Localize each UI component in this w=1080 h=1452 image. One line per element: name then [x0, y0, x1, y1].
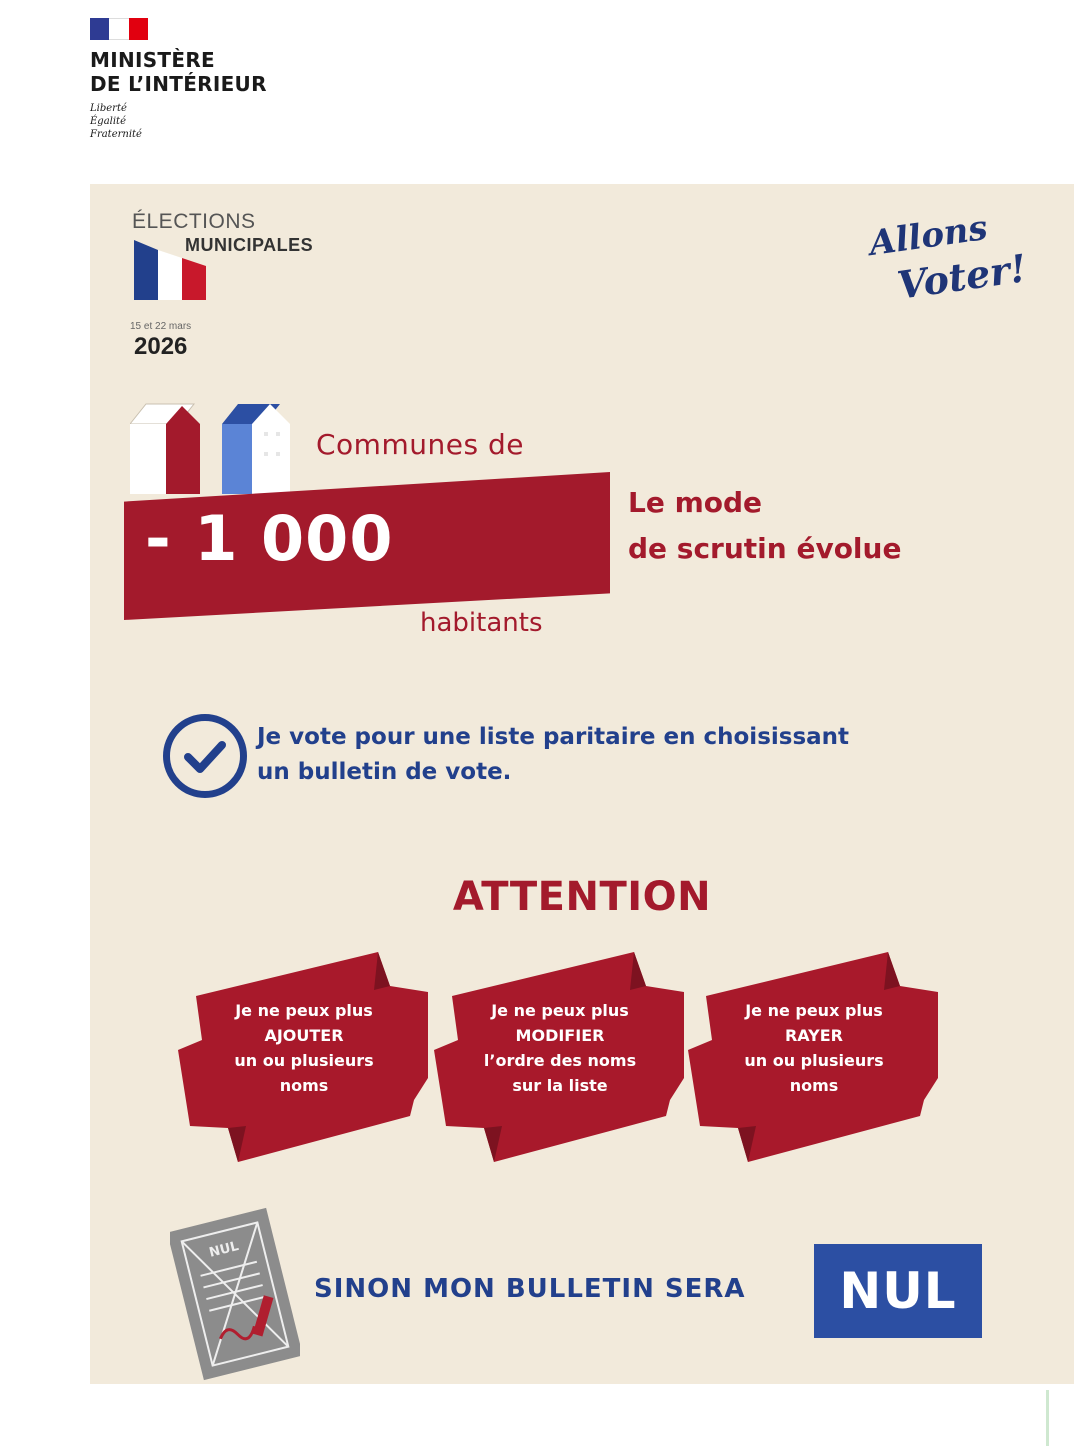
habitants-label: habitants — [420, 608, 543, 638]
mode-line2: de scrutin évolue — [628, 532, 902, 565]
rule-line: noms — [279, 1076, 329, 1095]
republic-motto — [90, 102, 267, 141]
rule-line: l’ordre des noms — [483, 1051, 637, 1070]
mode-line1: Le mode — [628, 486, 763, 519]
houses-icon — [130, 402, 314, 494]
rule-line: Je ne peux plus — [491, 1001, 629, 1020]
attention-heading: ATTENTION — [452, 874, 712, 920]
vote-line2: un bulletin de vote. — [257, 759, 512, 785]
rule-action: RAYER — [784, 1026, 843, 1045]
allons-voter-slogan — [865, 207, 1030, 316]
elections-label: ÉLECTIONS — [132, 210, 256, 233]
ministry-name-line2: DE L’INTÉRIEUR — [90, 72, 267, 96]
motto-liberte: Liberté — [90, 103, 127, 114]
rule-action: AJOUTER — [264, 1026, 344, 1045]
rule-action: MODIFIER — [515, 1026, 605, 1045]
print-mark — [1046, 1390, 1049, 1446]
vote-instruction — [257, 720, 849, 790]
motto-egalite: Égalité — [90, 116, 126, 127]
population-threshold: - 1 000 — [145, 502, 394, 575]
rule-line: noms — [789, 1076, 839, 1095]
vote-line1: Je vote pour une liste paritaire en choisissant — [257, 724, 850, 750]
election-dates: 15 et 22 mars — [130, 321, 192, 332]
municipales-label: MUNICIPALES — [185, 235, 314, 255]
rule-ribbon-rayer — [688, 950, 940, 1164]
marianne-flag-icon — [90, 18, 148, 40]
motto-fraternite: Fraternité — [90, 129, 142, 140]
ministry-logo — [90, 18, 267, 141]
svg-text:NUL: NUL — [207, 1238, 241, 1261]
rule-line: un ou plusieurs — [744, 1051, 884, 1070]
rule-line: Je ne peux plus — [235, 1001, 373, 1020]
elections-logo — [130, 210, 350, 360]
nul-badge: NUL — [814, 1244, 982, 1338]
rule-text — [178, 998, 430, 1098]
slogan-line2: Voter! — [894, 245, 1030, 308]
poster-panel — [90, 184, 1074, 1384]
rule-line: un ou plusieurs — [234, 1051, 374, 1070]
rule-line: sur la liste — [512, 1076, 608, 1095]
communes-label: Communes de — [316, 428, 524, 461]
check-circle-icon — [163, 714, 247, 798]
mode-scrutin-heading — [628, 480, 901, 572]
ministry-name-line1: MINISTÈRE — [90, 48, 215, 72]
rule-ribbon-ajouter — [178, 950, 430, 1164]
void-ballot-icon — [170, 1206, 300, 1382]
election-year: 2026 — [134, 333, 188, 360]
rule-ribbon-modifier — [434, 950, 686, 1164]
slogan-line1: Allons — [866, 207, 990, 265]
rule-line: Je ne peux plus — [745, 1001, 883, 1020]
warning-sentence: SINON MON BULLETIN SERA — [314, 1274, 746, 1304]
rule-text — [434, 998, 686, 1098]
rule-text — [688, 998, 940, 1098]
